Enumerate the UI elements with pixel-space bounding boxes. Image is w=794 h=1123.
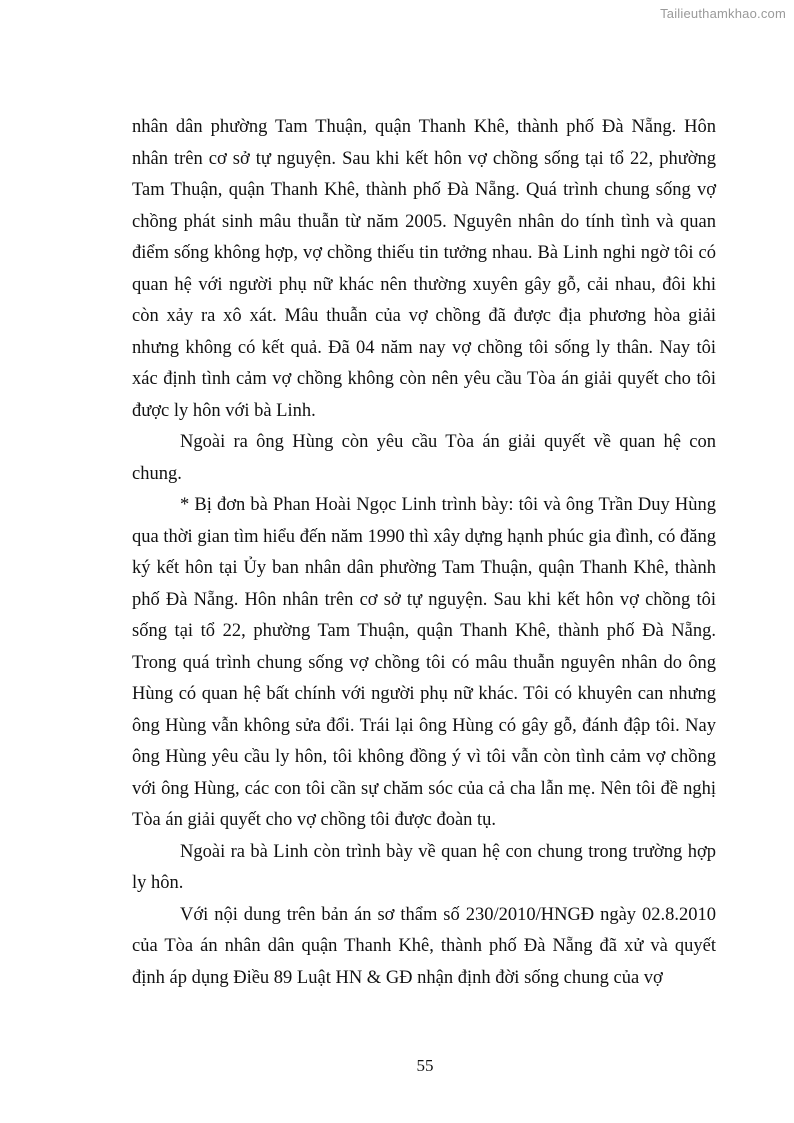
paragraph: * Bị đơn bà Phan Hoài Ngọc Linh trình bày: tôi và ông Trần Duy Hùng qua thời gian tìm hiểu đến năm 1990 thì xây dựng hạnh phúc gia đình, có đăng ký kết hôn tại Ủy ban nhân dân phường Tam Thuận, quận Thanh Khê, thành phố Đà Nẵng. Hôn nhân trên cơ sở tự nguyện. Sau khi kết hôn vợ chồng tôi sống tại tổ 22, phường Tam Thuận, quận Thanh Khê, thành phố Đà Nẵng. Trong quá trình chung sống vợ chồng tôi có mâu thuẫn nguyên nhân do ông Hùng có quan hệ bất chính với người phụ nữ khác. Tôi có khuyên can nhưng ông Hùng vẫn không sửa đổi. Trái lại ông Hùng có gây gỗ, đánh đập tôi. Nay ông Hùng yêu cầu ly hôn, tôi không đồng ý vì tôi vẫn còn tình cảm vợ chồng với ông Hùng, các con tôi cần sự chăm sóc của cả cha lẫn mẹ. Nên tôi đề nghị Tòa án giải quyết cho vợ chồng tôi được đoàn tụ.	[132, 495, 716, 830]
document-body	[132, 112, 716, 994]
paragraph-continuation: nhân dân phường Tam Thuận, quận Thanh Khê, thành phố Đà Nẵng. Hôn nhân trên cơ sở tự nguyện. Sau khi kết hôn vợ chồng sống tại tổ 22, phường Tam Thuận, quận Thanh Khê, thành phố Đà Nẵng. Quá trình chung sống vợ chồng phát sinh mâu thuẫn từ năm 2005. Nguyên nhân do tính tình và quan điểm sống không hợp, vợ chồng thiếu tin tưởng nhau. Bà Linh nghi ngờ tôi có quan hệ với người phụ nữ khác nên thường xuyên gây gỗ, cải nhau, đôi khi còn xảy ra xô xát. Mâu thuẫn của vợ chồng đã được địa phương hòa giải nhưng không có kết quả. Đã 04 năm nay vợ chồng tôi sống ly thân. Nay tôi xác định tình cảm vợ chồng không còn nên yêu cầu Tòa án giải quyết cho tôi được ly hôn với bà Linh.	[132, 117, 716, 421]
paragraph: Ngoài ra ông Hùng còn yêu cầu Tòa án giải quyết về quan hệ con chung.	[132, 432, 716, 484]
paragraph: Ngoài ra bà Linh còn trình bày về quan hệ con chung trong trường hợp ly hôn.	[132, 841, 716, 893]
paragraph: Với nội dung trên bản án sơ thẩm số 230/2010/HNGĐ ngày 02.8.2010 của Tòa án nhân dân quận Thanh Khê, thành phố Đà Nẵng đã xử và quyết định áp dụng Điều 89 Luật HN & GĐ nhận định đời sống chung của vợ	[132, 904, 716, 988]
page-number: 55	[416, 1056, 434, 1075]
watermark-text: Tailieuthamkhao.com	[660, 6, 786, 21]
